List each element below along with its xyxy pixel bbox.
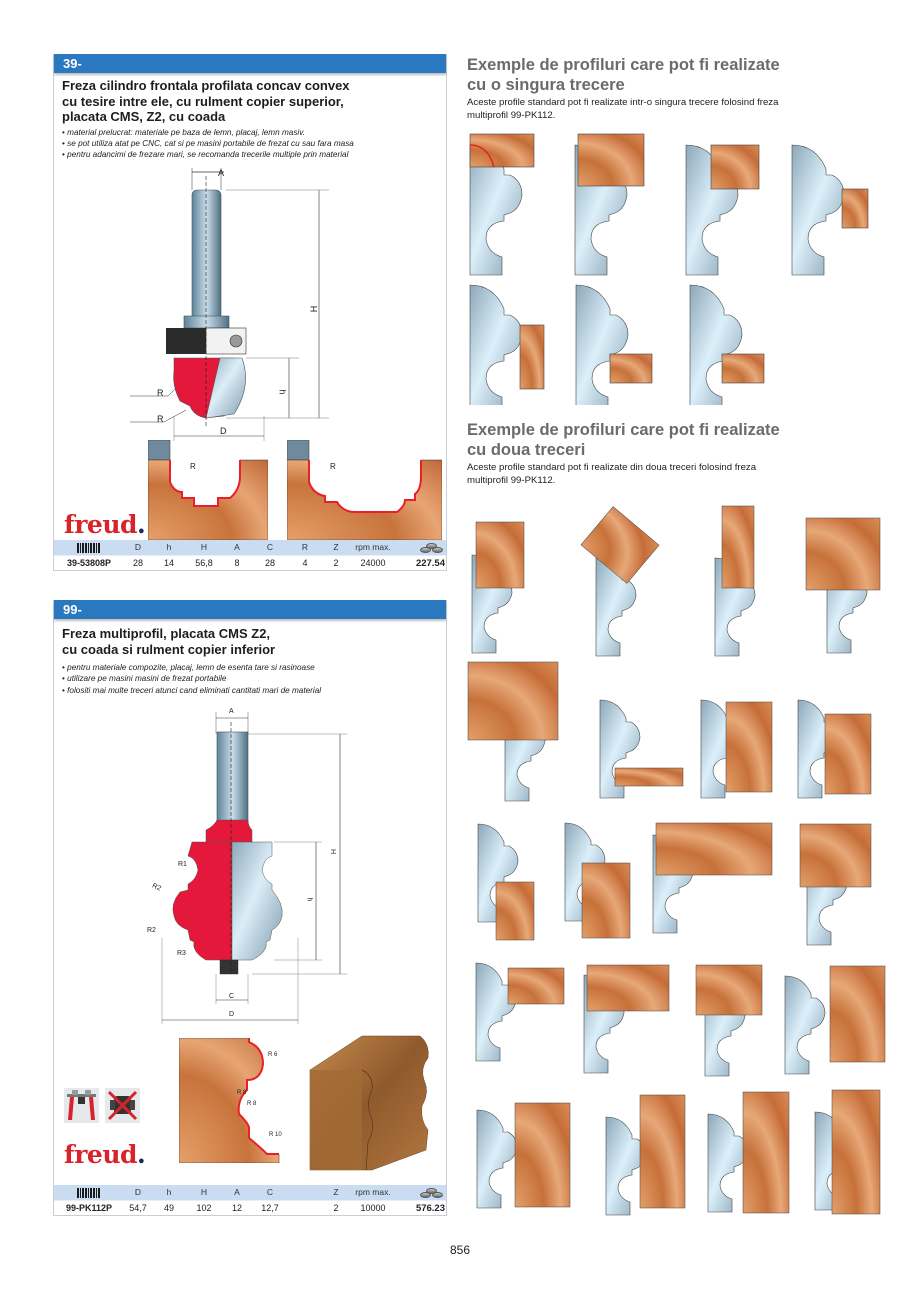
single-pass-profiles (460, 125, 880, 405)
product-price: 576.23 (415, 1203, 445, 1214)
profile-label-R: R (190, 462, 196, 471)
feature-item: • folositi mai multe treceri atunci cand eliminati cantitati mari de material (62, 685, 438, 696)
handheld-router-crossed-icon (105, 1088, 140, 1123)
profile-label-R10: R 10 (269, 1132, 282, 1138)
product-price: 227.54 (415, 558, 445, 569)
cut-profile-example (287, 440, 442, 540)
spec-table-row: 39-53808P 28 14 56,8 8 28 4 2 24000 227.54 (54, 555, 446, 570)
feature-list (54, 657, 446, 696)
dim-label-h: h (305, 897, 313, 902)
spec-table-header: D h H A C Z rpm max. (54, 1185, 446, 1200)
dim-label-R: R (157, 414, 164, 424)
freud-logo: freud. (64, 510, 146, 539)
barcode-icon (54, 540, 124, 555)
product-code-header: 99- (54, 600, 446, 619)
product-code: 39-53808P (66, 558, 112, 568)
section-desc-two-pass: Aceste profile standard pot fi realizate din doua treceri folosind freza multiprofil 99-PK112. (467, 462, 757, 486)
profile-label-R: R (330, 462, 336, 471)
cut-profile-example (148, 440, 268, 540)
product-card-39 (53, 54, 447, 571)
profile-label-R6: R 6 (268, 1052, 278, 1058)
profile-label-R8: R 8 (237, 1090, 247, 1096)
freud-logo: freud. (64, 1140, 146, 1169)
product-card-99 (53, 600, 447, 1216)
dim-label-C: C (229, 993, 235, 1000)
spec-table (54, 1185, 446, 1215)
dim-label-A: A (218, 168, 225, 178)
dim-label-R2: R2 (147, 927, 156, 934)
profile-label-R8: R 8 (247, 1101, 257, 1107)
product-title: Freza cilindro frontala profilata concav convex cu tesire intre ele, cu rulment copier superior, placata CMS, Z2, cu coada (62, 78, 350, 124)
price-coins-icon (396, 540, 448, 555)
feature-item: • material prelucrat: materiale pe baza de lemn, placaj, lemn masiv. (62, 127, 438, 138)
feature-item: • pentru adancimi de frezare mari, se recomanda trecerile multiple prin material (62, 149, 438, 160)
dim-label-R1: R1 (178, 861, 187, 868)
dim-label-A: A (229, 708, 234, 715)
section-title-single-pass: Exemple de profiluri care pot fi realizate cu o singura trecere (467, 56, 780, 94)
dim-label-D: D (229, 1011, 235, 1018)
dim-label-H: H (329, 848, 337, 855)
product-title: Freza multiprofil, placata CMS Z2, cu coada si rulment copier inferior (62, 626, 276, 657)
dim-label-R3: R3 (177, 950, 186, 957)
two-pass-profiles (460, 500, 890, 1240)
router-bit-drawing (124, 166, 354, 446)
dim-label-H: H (308, 305, 319, 313)
price-coins-icon (396, 1185, 448, 1200)
barcode-icon (54, 1185, 124, 1200)
router-table-icon (64, 1088, 99, 1123)
page-number: 856 (449, 1243, 471, 1257)
section-title-two-pass: Exemple de profiluri care pot fi realizate cu doua treceri (467, 421, 780, 459)
feature-item: • pentru materiale compozite, placaj, lemn de esenta tare si rasinoase (62, 662, 438, 673)
product-code-header: 39- (54, 54, 446, 73)
spec-table-header: D h H A C R Z rpm max. (54, 540, 446, 555)
router-bit-drawing (142, 708, 362, 1026)
dim-label-h: h (277, 389, 288, 395)
dim-label-R2: R2 (150, 882, 163, 893)
dim-label-D: D (220, 426, 227, 436)
dim-label-R: R (157, 388, 164, 398)
feature-item: • se pot utiliza atat pe CNC, cat si pe masini portabile de frezat cu sau fara masa (62, 138, 438, 149)
section-desc-single-pass: Aceste profile standard pot fi realizate intr-o singura trecere folosind freza multiprofil 99-PK112. (467, 97, 779, 121)
feature-item: • utilizare pe masini masini de frezat portabile (62, 673, 438, 684)
feature-list (54, 125, 446, 161)
moulding-3d-image (302, 1030, 442, 1175)
spec-table (54, 540, 446, 570)
spec-table-row: 99-PK112P 54,7 49 102 12 12,7 2 10000 576.23 (54, 1200, 446, 1215)
product-code: 99-PK112P (65, 1203, 113, 1213)
